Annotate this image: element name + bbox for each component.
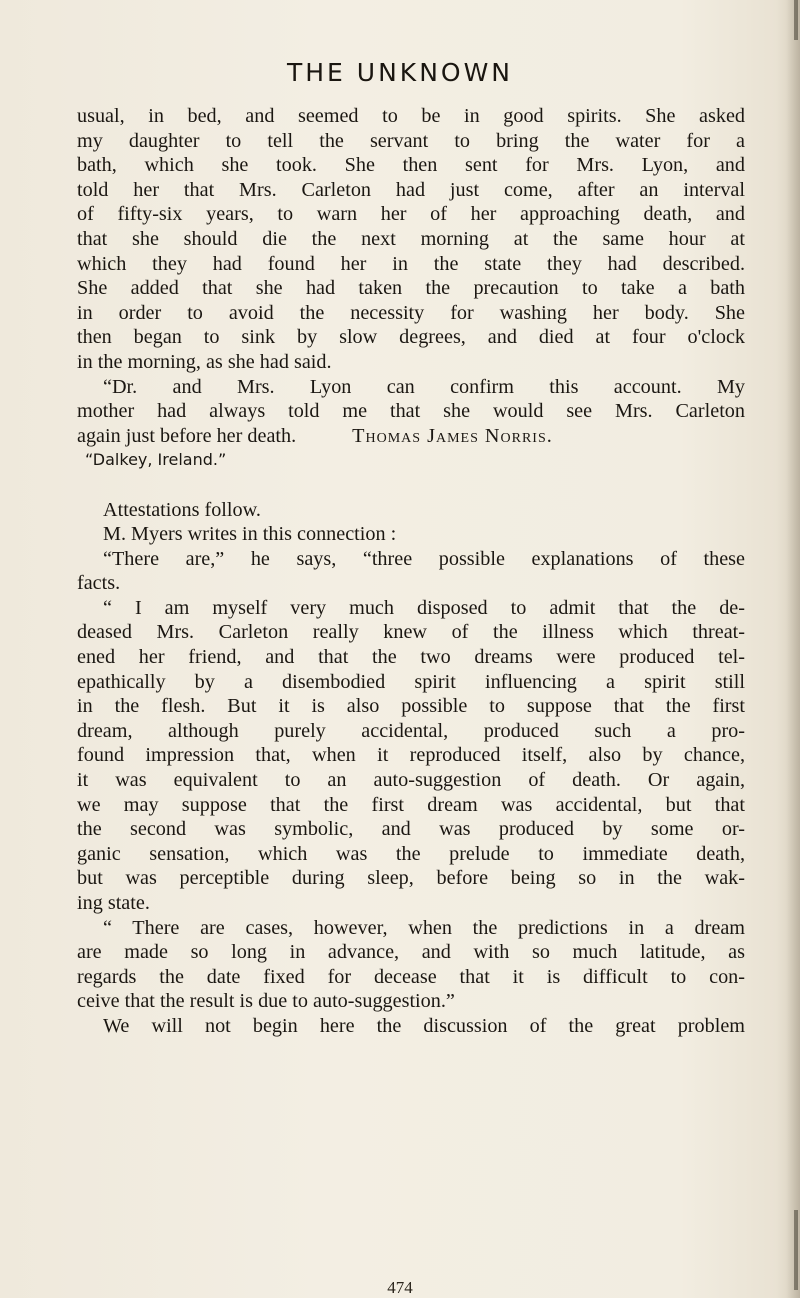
text-line: “Dr. and Mrs. Lyon can confirm this account. My bbox=[103, 375, 745, 398]
text-line: bath, which she took. She then sent for Mrs. Lyon, and bbox=[77, 154, 745, 177]
text-line: epathically by a disembodied spirit influencing a spirit still bbox=[77, 670, 745, 693]
text-line: then began to sink by slow degrees, and died at four o'clock bbox=[77, 326, 745, 349]
text-line: dream, although purely accidental, produced such a pro- bbox=[77, 719, 745, 742]
page-edge-shadow bbox=[786, 0, 800, 1298]
text-line: my daughter to tell the servant to bring the water for a bbox=[77, 129, 745, 152]
text-line: “ I am myself very much disposed to admit that the de- bbox=[103, 596, 745, 619]
running-head: THE UNKNOWN bbox=[286, 58, 513, 87]
text-line: the second was symbolic, and was produced by some or- bbox=[77, 818, 745, 841]
text-line: facts. bbox=[77, 572, 121, 595]
text-line: in the morning, as she had said. bbox=[77, 350, 332, 373]
paragraph-group-letter bbox=[77, 104, 745, 448]
body-text bbox=[77, 104, 745, 1039]
text-line: “There are,” he says, “three possible explanations of these bbox=[103, 547, 745, 570]
text-line: Attestations follow. bbox=[103, 498, 261, 521]
paragraph-group-commentary bbox=[77, 498, 745, 1039]
signature: Thomas James Norris. bbox=[352, 424, 553, 447]
text-line: ing state. bbox=[77, 892, 150, 914]
text-line: it was equivalent to an auto-suggestion of death. Or again, bbox=[77, 769, 745, 792]
text-line: that she should die the next morning at the same hour at bbox=[77, 227, 745, 250]
text-line: of fifty-six years, to warn her of her approaching death, and bbox=[77, 203, 745, 226]
text-line: M. Myers writes in this connection : bbox=[103, 523, 397, 546]
text-line: in order to avoid the necessity for washing her body. She bbox=[77, 301, 745, 324]
binding-mark bbox=[794, 0, 798, 40]
text-line bbox=[77, 424, 745, 449]
text-line-content: again just before her death. bbox=[77, 424, 297, 447]
text-line: deased Mrs. Carleton really knew of the illness which threat- bbox=[77, 621, 745, 644]
section-gap bbox=[77, 473, 745, 498]
text-line: ganic sensation, which was the prelude to immediate death, bbox=[77, 842, 745, 865]
text-line: “ There are cases, however, when the predictions in a dream bbox=[103, 916, 745, 939]
text-line: in the flesh. But it is also possible to suppose that the first bbox=[77, 695, 745, 718]
text-line: ceive that the result is due to auto-suggestion.” bbox=[77, 990, 455, 1013]
text-line: found impression that, when it reproduced itself, also by chance, bbox=[77, 744, 745, 767]
text-line: She added that she had taken the precaution to take a bath bbox=[77, 277, 745, 300]
text-line: ened her friend, and that the two dreams were produced tel- bbox=[77, 646, 745, 669]
text-line: we may suppose that the first dream was accidental, but that bbox=[77, 793, 745, 816]
text-line: are made so long in advance, and with so much latitude, as bbox=[77, 941, 745, 964]
text-line: but was perceptible during sleep, before being so in the wak- bbox=[77, 867, 745, 890]
place-line: “Dalkey, Ireland.” bbox=[85, 450, 227, 470]
text-line: which they had found her in the state they had described. bbox=[77, 252, 745, 275]
text-line: told her that Mrs. Carleton had just come, after an interval bbox=[77, 178, 745, 201]
text-line: We will not begin here the discussion of the great problem bbox=[103, 1014, 745, 1037]
text-line: regards the date fixed for decease that it is difficult to con- bbox=[77, 965, 745, 988]
text-line: usual, in bed, and seemed to be in good spirits. She asked bbox=[77, 105, 745, 127]
text-line: mother had always told me that she would see Mrs. Carleton bbox=[77, 400, 745, 423]
page-number: 474 bbox=[387, 1278, 413, 1297]
